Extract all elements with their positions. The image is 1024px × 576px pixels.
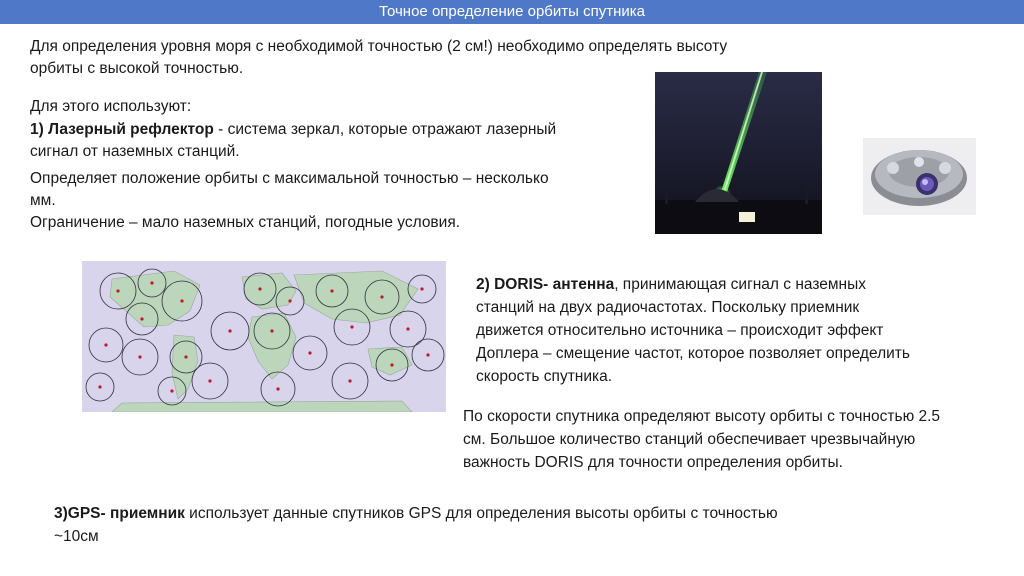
laser-desc-1: - система зеркал, которые отражают лазерный	[213, 121, 557, 138]
laser-beam-photo	[655, 72, 822, 234]
doris-speed-3: важность DORIS для точности определения орбиты.	[463, 454, 843, 471]
doris-line-3: движется относительно источника – происходит эффект	[476, 322, 884, 339]
gps-heading: 3)GPS- приемник	[54, 505, 185, 522]
doris-line-4: Доплера – смещение частот, которое позволяет определить	[476, 345, 910, 362]
uses-label: Для этого используют:	[30, 98, 192, 115]
intro-text-line-1: Для определения уровня моря с необходимой точностью (2 см!) необходимо определять высоту	[30, 38, 728, 55]
retroreflector-illustration	[863, 138, 976, 215]
doris-heading: 2) DORIS- антенна	[476, 276, 615, 293]
laser-desc-2: сигнал от наземных станций.	[30, 143, 240, 160]
doris-line-1: , принимающая сигнал с наземных	[614, 276, 866, 293]
intro-text-line-2: орбиты с высокой точностью.	[30, 60, 244, 77]
retroreflector-photo	[863, 138, 976, 215]
doris-line-5: скорость спутника.	[476, 368, 613, 385]
laser-beam-illustration	[655, 72, 822, 234]
gps-line-1: использует данные спутников GPS для определения высоты орбиты с точностью	[184, 505, 778, 522]
doris-map-illustration	[82, 261, 446, 412]
doris-speed-1: По скорости спутника определяют высоту орбиты с точностью 2.5	[463, 408, 941, 425]
doris-speed-2: см. Большое количество станций обеспечивает чрезвычайную	[463, 431, 916, 448]
laser-heading-line	[30, 119, 556, 141]
gps-heading-line	[54, 503, 778, 525]
slide-title: Точное определение орбиты спутника	[0, 0, 1024, 24]
doris-line-2: станций на двух радиочастотах. Поскольку приемник	[476, 299, 860, 316]
laser-accuracy-1: Определяет положение орбиты с максимальной точностью – несколько	[30, 170, 549, 187]
doris-stations-map	[82, 261, 446, 412]
laser-accuracy-2: мм.	[30, 192, 56, 209]
doris-heading-line	[476, 274, 866, 296]
laser-heading: 1) Лазерный рефлектор	[30, 121, 214, 138]
laser-limitation: Ограничение – мало наземных станций, погодные условия.	[30, 214, 461, 231]
gps-line-2: ~10см	[54, 528, 99, 545]
continents	[110, 271, 418, 412]
